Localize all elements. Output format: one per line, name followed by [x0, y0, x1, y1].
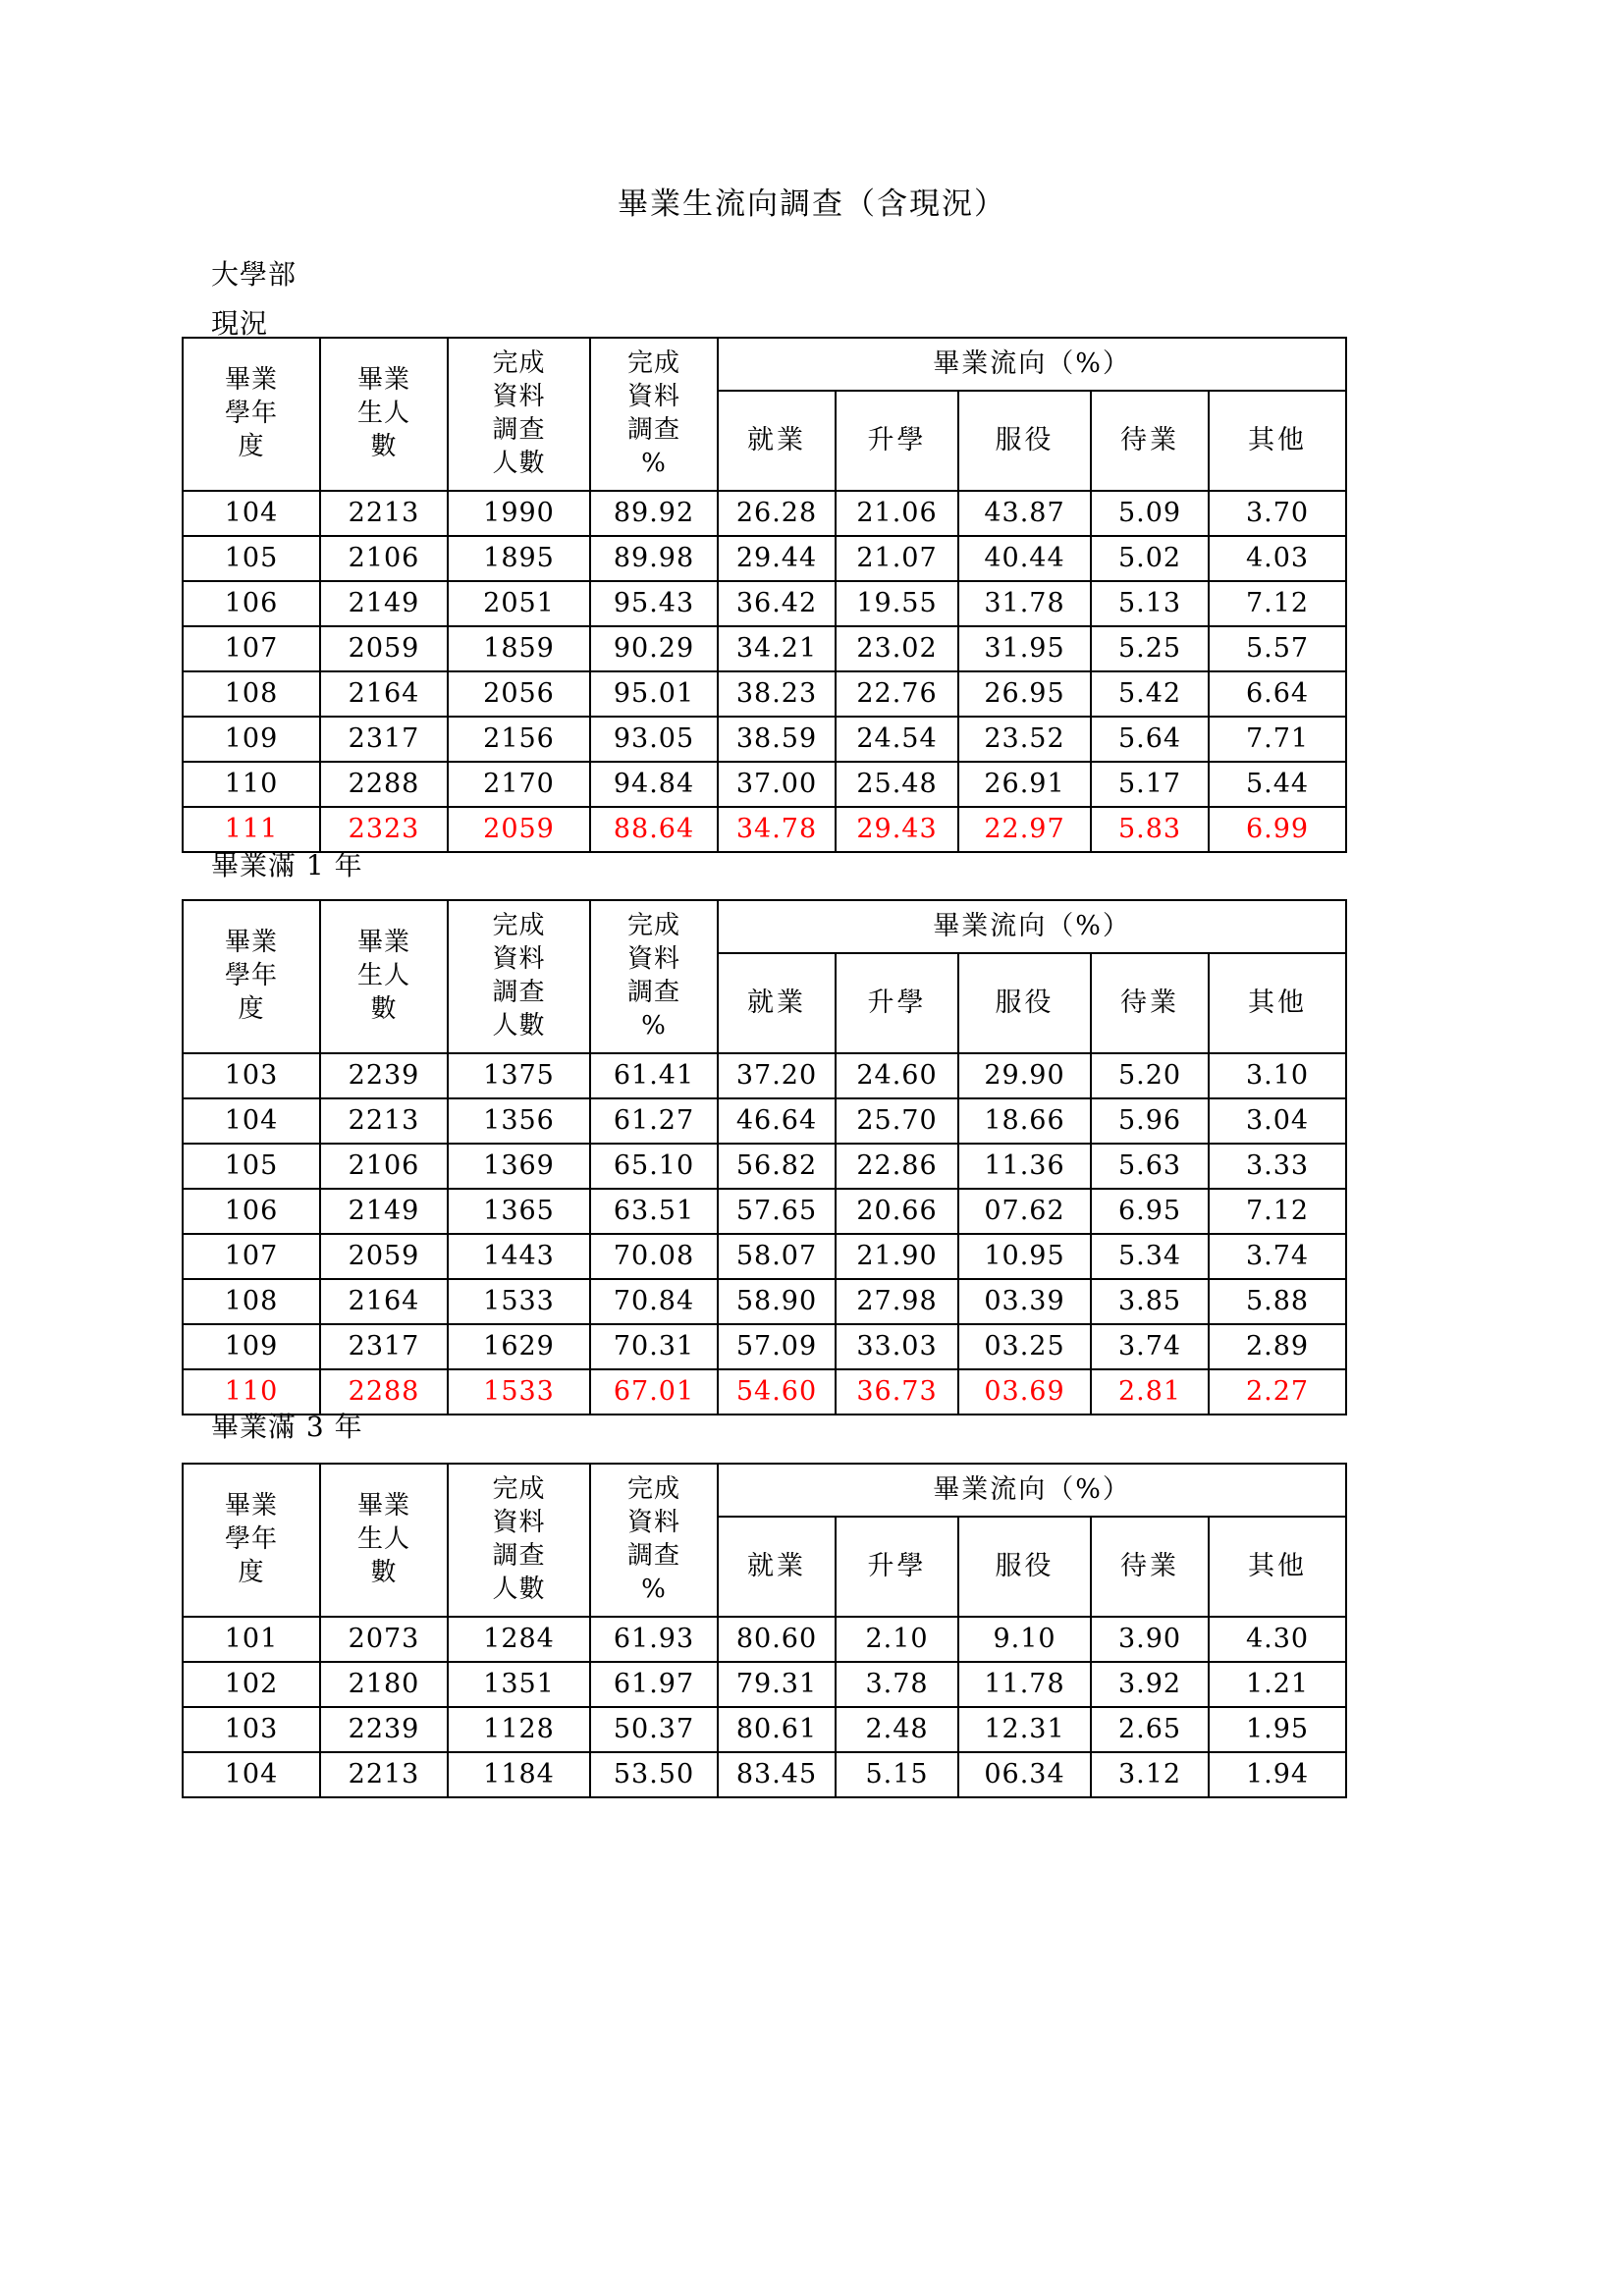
- cell-further-study: 2.10: [836, 1617, 958, 1662]
- header-completed-survey-pct: [590, 1464, 718, 1617]
- cell-employment: 83.45: [718, 1752, 836, 1797]
- cell-graduation-year: 104: [183, 491, 320, 536]
- cell-military-service: 12.31: [958, 1707, 1091, 1752]
- header-further-study: 升學: [836, 953, 958, 1053]
- cell-graduation-year: 101: [183, 1617, 320, 1662]
- table-label-one-year: 畢業滿 1 年: [211, 849, 363, 881]
- cell-other: 5.88: [1209, 1279, 1346, 1324]
- cell-unemployed: 5.20: [1091, 1053, 1209, 1098]
- header-line: 度: [238, 1557, 265, 1587]
- cell-military-service: 26.91: [958, 762, 1091, 807]
- table-body: [183, 1617, 1346, 1797]
- header-graduate-count: [320, 338, 448, 491]
- cell-military-service: 43.87: [958, 491, 1091, 536]
- cell-graduate-count: 2180: [320, 1662, 448, 1707]
- cell-graduate-count: 2149: [320, 581, 448, 626]
- cell-other: 3.10: [1209, 1053, 1346, 1098]
- table-row: [183, 1144, 1346, 1189]
- cell-graduate-count: 2239: [320, 1707, 448, 1752]
- cell-unemployed: 5.02: [1091, 536, 1209, 581]
- cell-unemployed: 3.12: [1091, 1752, 1209, 1797]
- cell-other: 4.30: [1209, 1617, 1346, 1662]
- header-line: 調查: [492, 978, 546, 1007]
- header-other: 其他: [1209, 1517, 1346, 1617]
- cell-graduation-year: 106: [183, 581, 320, 626]
- cell-employment: 46.64: [718, 1098, 836, 1144]
- cell-further-study: 36.73: [836, 1369, 958, 1415]
- cell-graduation-year: 107: [183, 1234, 320, 1279]
- cell-completed-survey-pct: 94.84: [590, 762, 718, 807]
- cell-graduate-count: 2239: [320, 1053, 448, 1098]
- cell-graduate-count: 2164: [320, 671, 448, 717]
- header-line: 完成: [626, 348, 680, 379]
- graduate-flow-table-one-year: [182, 899, 1347, 1415]
- cell-employment: 26.28: [718, 491, 836, 536]
- cell-graduation-year: 105: [183, 536, 320, 581]
- header-line: %: [641, 1574, 667, 1604]
- cell-employment: 37.20: [718, 1053, 836, 1098]
- cell-graduate-count: 2288: [320, 762, 448, 807]
- cell-other: 3.70: [1209, 491, 1346, 536]
- cell-graduation-year: 108: [183, 1279, 320, 1324]
- table-body: [183, 491, 1346, 852]
- cell-graduation-year: 105: [183, 1144, 320, 1189]
- cell-other: 3.04: [1209, 1098, 1346, 1144]
- cell-completed-survey-count: 1365: [448, 1189, 590, 1234]
- cell-completed-survey-count: 1990: [448, 491, 590, 536]
- cell-graduation-year: 102: [183, 1662, 320, 1707]
- cell-employment: 29.44: [718, 536, 836, 581]
- cell-unemployed: 5.64: [1091, 717, 1209, 762]
- cell-other: 7.12: [1209, 581, 1346, 626]
- cell-completed-survey-count: 1895: [448, 536, 590, 581]
- header-line: 調查: [626, 978, 680, 1007]
- cell-graduation-year: 109: [183, 717, 320, 762]
- header-employment: 就業: [718, 391, 836, 491]
- cell-other: 3.74: [1209, 1234, 1346, 1279]
- cell-completed-survey-pct: 61.97: [590, 1662, 718, 1707]
- cell-graduation-year: 103: [183, 1053, 320, 1098]
- cell-further-study: 21.07: [836, 536, 958, 581]
- header-line: 人數: [492, 1574, 546, 1604]
- cell-military-service: 31.78: [958, 581, 1091, 626]
- cell-further-study: 22.86: [836, 1144, 958, 1189]
- cell-military-service: 03.69: [958, 1369, 1091, 1415]
- cell-completed-survey-pct: 90.29: [590, 626, 718, 671]
- header-line: %: [641, 448, 667, 478]
- header-line: 人數: [492, 1010, 546, 1041]
- cell-further-study: 21.90: [836, 1234, 958, 1279]
- cell-completed-survey-pct: 70.31: [590, 1324, 718, 1369]
- cell-other: 1.95: [1209, 1707, 1346, 1752]
- cell-graduate-count: 2073: [320, 1617, 448, 1662]
- header-flow-group: 畢業流向（%）: [718, 900, 1346, 953]
- cell-graduate-count: 2106: [320, 1144, 448, 1189]
- header-unemployed: 待業: [1091, 391, 1209, 491]
- header-line: 資料: [492, 944, 546, 975]
- table-row: [183, 1617, 1346, 1662]
- header-employment: 就業: [718, 1517, 836, 1617]
- cell-unemployed: 2.81: [1091, 1369, 1209, 1415]
- header-further-study: 升學: [836, 1517, 958, 1617]
- cell-graduation-year: 103: [183, 1707, 320, 1752]
- cell-completed-survey-pct: 95.01: [590, 671, 718, 717]
- table-label-three-year: 畢業滿 3 年: [211, 1411, 363, 1443]
- cell-unemployed: 5.17: [1091, 762, 1209, 807]
- header-line: 數: [370, 993, 398, 1024]
- header-graduation-year: [183, 338, 320, 491]
- cell-unemployed: 5.63: [1091, 1144, 1209, 1189]
- table-row: [183, 626, 1346, 671]
- cell-completed-survey-count: 1369: [448, 1144, 590, 1189]
- cell-military-service: 03.25: [958, 1324, 1091, 1369]
- cell-unemployed: 5.09: [1091, 491, 1209, 536]
- header-military-service: 服役: [958, 391, 1091, 491]
- cell-graduate-count: 2317: [320, 717, 448, 762]
- cell-employment: 38.59: [718, 717, 836, 762]
- header-employment: 就業: [718, 953, 836, 1053]
- cell-completed-survey-pct: 95.43: [590, 581, 718, 626]
- cell-further-study: 25.70: [836, 1098, 958, 1144]
- header-graduation-year: [183, 900, 320, 1053]
- cell-unemployed: 6.95: [1091, 1189, 1209, 1234]
- cell-other: 5.57: [1209, 626, 1346, 671]
- cell-unemployed: 5.96: [1091, 1098, 1209, 1144]
- header-line: 度: [238, 431, 265, 461]
- cell-employment: 79.31: [718, 1662, 836, 1707]
- header-line: 完成: [492, 1474, 546, 1505]
- cell-completed-survey-count: 2170: [448, 762, 590, 807]
- cell-employment: 80.60: [718, 1617, 836, 1662]
- cell-completed-survey-count: 1859: [448, 626, 590, 671]
- table-row: [183, 491, 1346, 536]
- cell-military-service: 06.34: [958, 1752, 1091, 1797]
- table-header: [183, 338, 1346, 491]
- cell-unemployed: 5.42: [1091, 671, 1209, 717]
- cell-completed-survey-count: 2056: [448, 671, 590, 717]
- cell-military-service: 26.95: [958, 671, 1091, 717]
- header-completed-survey-count: [448, 338, 590, 491]
- cell-further-study: 29.43: [836, 807, 958, 852]
- cell-other: 1.94: [1209, 1752, 1346, 1797]
- cell-completed-survey-pct: 61.41: [590, 1053, 718, 1098]
- table-label-current-status: 現況: [211, 307, 269, 340]
- page-title: 畢業生流向調查（含現況）: [618, 187, 1006, 222]
- table-row: [183, 671, 1346, 717]
- cell-other: 7.71: [1209, 717, 1346, 762]
- cell-completed-survey-count: 1356: [448, 1098, 590, 1144]
- header-line: 生人: [356, 1524, 410, 1555]
- header-line: 數: [370, 1557, 398, 1587]
- header-line: 人數: [492, 448, 546, 478]
- table-row: [183, 807, 1346, 852]
- cell-unemployed: 3.90: [1091, 1617, 1209, 1662]
- cell-completed-survey-pct: 61.27: [590, 1098, 718, 1144]
- table-row: [183, 1053, 1346, 1098]
- cell-completed-survey-count: 1375: [448, 1053, 590, 1098]
- header-line: 學年: [224, 1524, 278, 1555]
- table-row: [183, 1189, 1346, 1234]
- header-line: 完成: [626, 1474, 680, 1505]
- cell-graduate-count: 2059: [320, 626, 448, 671]
- cell-further-study: 24.54: [836, 717, 958, 762]
- cell-military-service: 40.44: [958, 536, 1091, 581]
- table-row: [183, 762, 1346, 807]
- cell-military-service: 03.39: [958, 1279, 1091, 1324]
- header-line: 調查: [626, 415, 680, 445]
- cell-graduate-count: 2323: [320, 807, 448, 852]
- header-line: 生人: [356, 961, 410, 991]
- cell-other: 7.12: [1209, 1189, 1346, 1234]
- cell-military-service: 07.62: [958, 1189, 1091, 1234]
- cell-other: 6.99: [1209, 807, 1346, 852]
- table-body: [183, 1053, 1346, 1415]
- cell-completed-survey-pct: 65.10: [590, 1144, 718, 1189]
- cell-completed-survey-pct: 89.92: [590, 491, 718, 536]
- cell-completed-survey-count: 2156: [448, 717, 590, 762]
- table-row: [183, 1234, 1346, 1279]
- header-line: 學年: [224, 961, 278, 991]
- header-line: 完成: [492, 911, 546, 941]
- cell-other: 1.21: [1209, 1662, 1346, 1707]
- cell-employment: 34.21: [718, 626, 836, 671]
- cell-graduation-year: 104: [183, 1098, 320, 1144]
- header-completed-survey-count: [448, 1464, 590, 1617]
- header-flow-group: 畢業流向（%）: [718, 338, 1346, 391]
- cell-unemployed: 5.83: [1091, 807, 1209, 852]
- header-line: 資料: [626, 944, 680, 975]
- cell-graduate-count: 2213: [320, 491, 448, 536]
- header-line: 資料: [492, 382, 546, 412]
- cell-completed-survey-pct: 61.93: [590, 1617, 718, 1662]
- header-line: 度: [238, 993, 265, 1024]
- cell-unemployed: 5.13: [1091, 581, 1209, 626]
- cell-further-study: 22.76: [836, 671, 958, 717]
- cell-completed-survey-count: 1629: [448, 1324, 590, 1369]
- cell-graduation-year: 109: [183, 1324, 320, 1369]
- cell-military-service: 18.66: [958, 1098, 1091, 1144]
- cell-other: 3.33: [1209, 1144, 1346, 1189]
- cell-graduation-year: 107: [183, 626, 320, 671]
- header-line: 畢業: [224, 1491, 278, 1522]
- cell-further-study: 24.60: [836, 1053, 958, 1098]
- cell-completed-survey-count: 1284: [448, 1617, 590, 1662]
- cell-unemployed: 2.65: [1091, 1707, 1209, 1752]
- header-line: 資料: [626, 382, 680, 412]
- cell-completed-survey-count: 1128: [448, 1707, 590, 1752]
- graduate-flow-table-current-status: [182, 337, 1347, 853]
- graduate-flow-table-three-year: [182, 1463, 1347, 1798]
- header-flow-group: 畢業流向（%）: [718, 1464, 1346, 1517]
- cell-further-study: 33.03: [836, 1324, 958, 1369]
- cell-employment: 56.82: [718, 1144, 836, 1189]
- header-graduation-year: [183, 1464, 320, 1617]
- cell-employment: 34.78: [718, 807, 836, 852]
- cell-further-study: 2.48: [836, 1707, 958, 1752]
- cell-employment: 37.00: [718, 762, 836, 807]
- cell-completed-survey-count: 2059: [448, 807, 590, 852]
- header-other: 其他: [1209, 953, 1346, 1053]
- header-line: 生人: [356, 399, 410, 429]
- header-line: 完成: [492, 348, 546, 379]
- cell-graduate-count: 2106: [320, 536, 448, 581]
- cell-graduate-count: 2164: [320, 1279, 448, 1324]
- cell-completed-survey-pct: 67.01: [590, 1369, 718, 1415]
- header-graduate-count: [320, 1464, 448, 1617]
- cell-further-study: 27.98: [836, 1279, 958, 1324]
- cell-completed-survey-pct: 88.64: [590, 807, 718, 852]
- header-line: 數: [370, 431, 398, 461]
- cell-graduation-year: 111: [183, 807, 320, 852]
- header-line: 學年: [224, 399, 278, 429]
- header-line: 調查: [492, 415, 546, 445]
- header-line: 畢業: [224, 365, 278, 396]
- cell-completed-survey-pct: 93.05: [590, 717, 718, 762]
- cell-graduation-year: 108: [183, 671, 320, 717]
- table-header: [183, 900, 1346, 1053]
- header-graduate-count: [320, 900, 448, 1053]
- table-row: [183, 717, 1346, 762]
- cell-graduate-count: 2213: [320, 1752, 448, 1797]
- cell-completed-survey-count: 1533: [448, 1279, 590, 1324]
- cell-completed-survey-count: 1443: [448, 1234, 590, 1279]
- cell-unemployed: 5.34: [1091, 1234, 1209, 1279]
- cell-unemployed: 3.92: [1091, 1662, 1209, 1707]
- cell-completed-survey-pct: 53.50: [590, 1752, 718, 1797]
- header-completed-survey-pct: [590, 900, 718, 1053]
- cell-completed-survey-pct: 70.84: [590, 1279, 718, 1324]
- table-row: [183, 1279, 1346, 1324]
- header-line: 畢業: [356, 928, 410, 958]
- header-further-study: 升學: [836, 391, 958, 491]
- cell-unemployed: 5.25: [1091, 626, 1209, 671]
- cell-military-service: 11.36: [958, 1144, 1091, 1189]
- header-line: 資料: [492, 1508, 546, 1538]
- division-label: 大學部: [211, 258, 298, 291]
- cell-employment: 58.90: [718, 1279, 836, 1324]
- table-row: [183, 1752, 1346, 1797]
- cell-further-study: 3.78: [836, 1662, 958, 1707]
- cell-graduation-year: 110: [183, 762, 320, 807]
- cell-completed-survey-count: 1351: [448, 1662, 590, 1707]
- cell-completed-survey-pct: 70.08: [590, 1234, 718, 1279]
- cell-military-service: 31.95: [958, 626, 1091, 671]
- cell-graduate-count: 2317: [320, 1324, 448, 1369]
- cell-graduation-year: 106: [183, 1189, 320, 1234]
- table-row: [183, 1369, 1346, 1415]
- cell-completed-survey-count: 1533: [448, 1369, 590, 1415]
- header-unemployed: 待業: [1091, 953, 1209, 1053]
- table-row: [183, 1098, 1346, 1144]
- cell-graduation-year: 110: [183, 1369, 320, 1415]
- cell-employment: 80.61: [718, 1707, 836, 1752]
- header-line: 畢業: [356, 365, 410, 396]
- cell-further-study: 20.66: [836, 1189, 958, 1234]
- cell-graduation-year: 104: [183, 1752, 320, 1797]
- table-row: [183, 1324, 1346, 1369]
- cell-military-service: 10.95: [958, 1234, 1091, 1279]
- cell-employment: 58.07: [718, 1234, 836, 1279]
- cell-military-service: 23.52: [958, 717, 1091, 762]
- cell-other: 6.64: [1209, 671, 1346, 717]
- header-line: 畢業: [224, 928, 278, 958]
- cell-completed-survey-pct: 89.98: [590, 536, 718, 581]
- header-unemployed: 待業: [1091, 1517, 1209, 1617]
- header-line: %: [641, 1010, 667, 1041]
- cell-completed-survey-count: 2051: [448, 581, 590, 626]
- cell-military-service: 11.78: [958, 1662, 1091, 1707]
- cell-graduate-count: 2288: [320, 1369, 448, 1415]
- cell-further-study: 19.55: [836, 581, 958, 626]
- header-military-service: 服役: [958, 1517, 1091, 1617]
- cell-further-study: 5.15: [836, 1752, 958, 1797]
- cell-employment: 57.09: [718, 1324, 836, 1369]
- header-line: 調查: [492, 1541, 546, 1571]
- cell-other: 2.27: [1209, 1369, 1346, 1415]
- cell-employment: 57.65: [718, 1189, 836, 1234]
- cell-other: 5.44: [1209, 762, 1346, 807]
- cell-completed-survey-count: 1184: [448, 1752, 590, 1797]
- header-other: 其他: [1209, 391, 1346, 491]
- cell-military-service: 29.90: [958, 1053, 1091, 1098]
- cell-graduate-count: 2213: [320, 1098, 448, 1144]
- cell-other: 4.03: [1209, 536, 1346, 581]
- cell-completed-survey-pct: 50.37: [590, 1707, 718, 1752]
- header-completed-survey-count: [448, 900, 590, 1053]
- header-completed-survey-pct: [590, 338, 718, 491]
- table-row: [183, 1707, 1346, 1752]
- header-line: 資料: [626, 1508, 680, 1538]
- cell-employment: 54.60: [718, 1369, 836, 1415]
- cell-employment: 36.42: [718, 581, 836, 626]
- table-header: [183, 1464, 1346, 1617]
- cell-unemployed: 3.85: [1091, 1279, 1209, 1324]
- cell-graduate-count: 2059: [320, 1234, 448, 1279]
- table-row: [183, 581, 1346, 626]
- cell-military-service: 9.10: [958, 1617, 1091, 1662]
- cell-employment: 38.23: [718, 671, 836, 717]
- cell-further-study: 21.06: [836, 491, 958, 536]
- cell-completed-survey-pct: 63.51: [590, 1189, 718, 1234]
- cell-unemployed: 3.74: [1091, 1324, 1209, 1369]
- header-line: 調查: [626, 1541, 680, 1571]
- cell-further-study: 23.02: [836, 626, 958, 671]
- cell-graduate-count: 2149: [320, 1189, 448, 1234]
- cell-further-study: 25.48: [836, 762, 958, 807]
- table-row: [183, 536, 1346, 581]
- header-line: 完成: [626, 911, 680, 941]
- cell-military-service: 22.97: [958, 807, 1091, 852]
- table-row: [183, 1662, 1346, 1707]
- cell-other: 2.89: [1209, 1324, 1346, 1369]
- header-line: 畢業: [356, 1491, 410, 1522]
- header-military-service: 服役: [958, 953, 1091, 1053]
